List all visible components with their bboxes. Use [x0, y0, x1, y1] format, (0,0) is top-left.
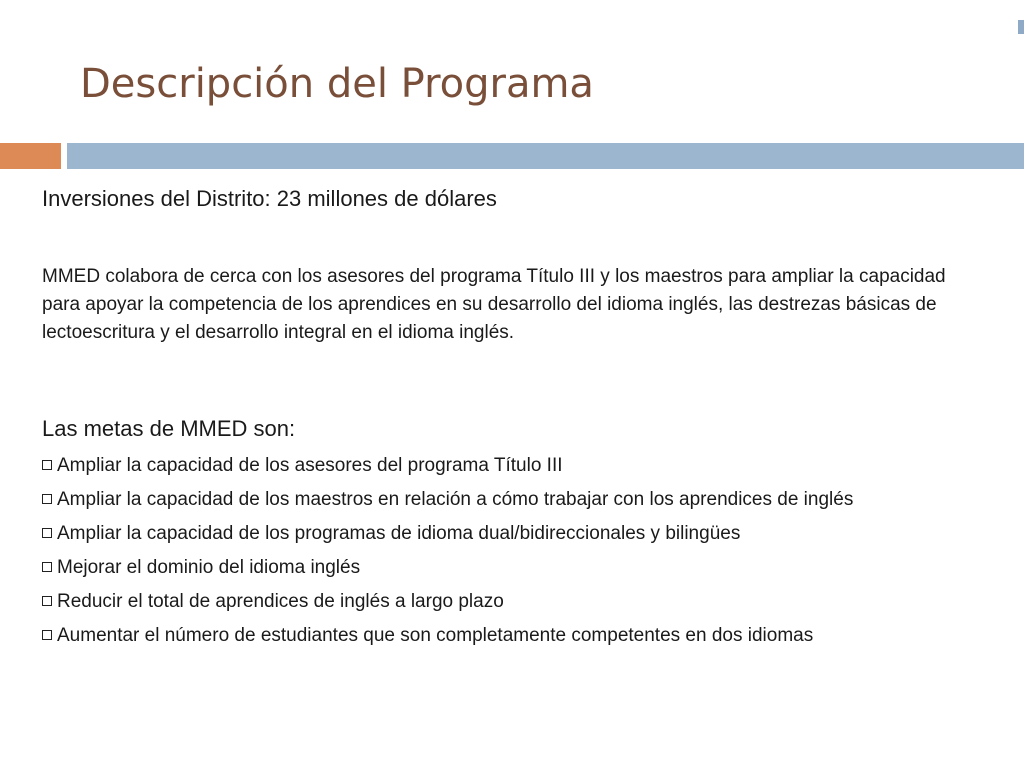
square-bullet-icon [42, 460, 52, 470]
goals-heading: Las metas de MMED son: [42, 416, 296, 441]
square-bullet-icon [42, 494, 52, 504]
goal-text: Mejorar el dominio del idioma inglés [57, 557, 361, 578]
goal-item [42, 554, 987, 581]
goal-text: Ampliar la capacidad de los maestros en relación a cómo trabajar con los aprendices de inglés [57, 489, 854, 510]
square-bullet-icon [42, 596, 52, 606]
goal-text: Ampliar la capacidad de los programas de idioma dual/bidireccionales y bilingües [57, 523, 741, 544]
square-bullet-icon [42, 528, 52, 538]
goal-text: Aumentar el número de estudiantes que son completamente competentes en dos idiomas [57, 625, 814, 646]
investment-line: Inversiones del Distrito: 23 millones de dólares [42, 186, 497, 211]
slide-title: Descripción del Programa [80, 61, 594, 107]
goal-item [42, 486, 987, 513]
divider-orange-segment [0, 143, 61, 169]
goal-list [42, 452, 987, 649]
goal-item [42, 622, 987, 649]
square-bullet-icon [42, 562, 52, 572]
square-bullet-icon [42, 630, 52, 640]
description-paragraph: MMED colabora de cerca con los asesores del programa Título III y los maestros para ampliar la capacidad para apoyar la competencia de los aprendices en su desarrollo del idioma inglés, las destrezas básicas de lectoescritura y el desarrollo integral en el idioma inglés. [42, 266, 946, 343]
divider-blue-bar [67, 143, 1024, 169]
goal-item [42, 452, 987, 479]
goal-item [42, 520, 987, 547]
goal-text: Reducir el total de aprendices de inglés a largo plazo [57, 591, 504, 612]
goal-item [42, 588, 987, 615]
goal-text: Ampliar la capacidad de los asesores del programa Título III [57, 455, 563, 476]
corner-mark [1018, 20, 1024, 34]
